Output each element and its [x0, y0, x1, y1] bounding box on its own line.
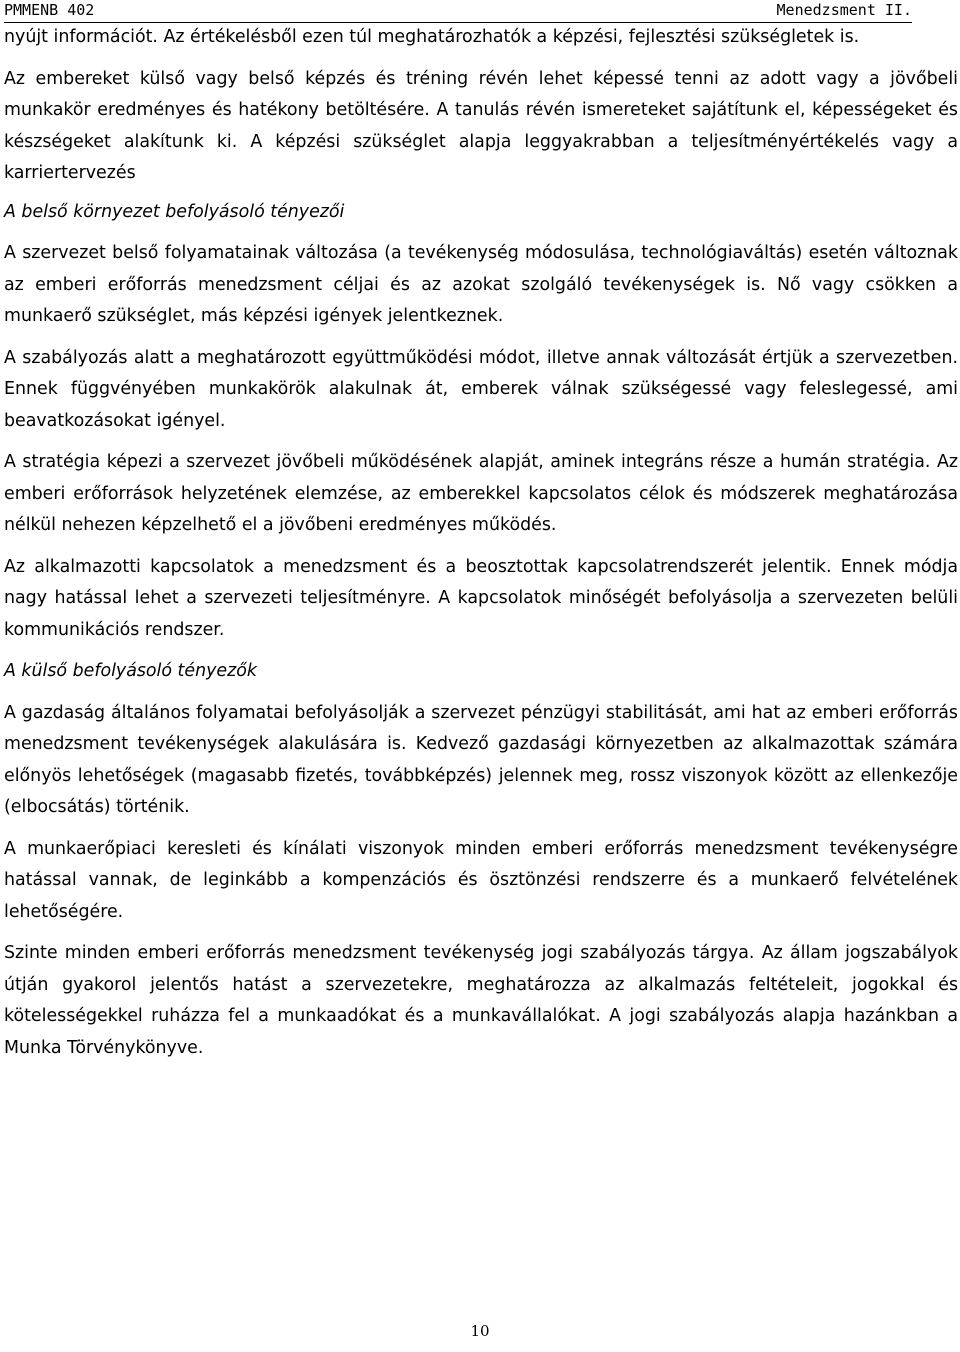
header-course-code: PMMENB 402 — [4, 1, 95, 19]
section-heading-external: A külső befolyásoló tényezők — [4, 661, 257, 681]
page-header — [4, 0, 912, 22]
paragraph-labor-market: A munkaerőpiaci keresleti és kínálati viszonyok minden emberi erőforrás menedzsment tevékenységre hatással vannak, de leginkább a kompenzációs és ösztönzési rendszerre és a munkaerő felvételének lehetőségére. — [4, 838, 958, 922]
page-number: 10 — [470, 1322, 490, 1340]
paragraph-economy: A gazdaság általános folyamatai befolyásolják a szervezet pénzügyi stabilitását, ami hat az emberi erőforrás menedzsment tevékenységek alakulására is. Kedvező gazdasági környezetben az alkalmazottak számára előnyös lehetőségek (magasabb fizetés, továbbképzés) jelennek meg, rossz viszonyok között az ellenkezője (elbocsátás) történik. — [4, 702, 958, 817]
paragraph-employee-relations: Az alkalmazotti kapcsolatok a menedzsment és a beosztottak kapcsolatrendszerét jelentik. Ennek módja nagy hatással lehet a szervezeti teljesítményre. A kapcsolatok minőségét befolyásolja a szervezeten belüli kommunikációs rendszer. — [4, 556, 958, 640]
paragraph-legal: Szinte minden emberi erőforrás menedzsment tevékenység jogi szabályozás tárgya. Az állam jogszabályok útján gyakorol jelentős hatást a szervezetekre, meghatározza az alkalmazás feltételeit, jogokkal és kötelességekkel ruházza fel a munkaadókat és a munkavállalókat. A jogi szabályozás alapja hazánkban a Munka Törvénykönyve. — [4, 943, 958, 1058]
document-body — [4, 22, 958, 1074]
section-heading-internal: A belső környezet befolyásoló tényezői — [4, 201, 345, 222]
paragraph-training: Az embereket külső vagy belső képzés és tréning révén lehet képessé tenni az adott vagy a jövőbeli munkakör eredményes és hatékony betöltésére. A tanulás révén ismereteket sajátítunk el, képességeket és készségeket alakítunk ki. A képzési szükséglet alapja leggyakrabban a teljesítményértékelés vagy a karriertervezés — [4, 68, 958, 183]
paragraph-internal-processes: A szervezet belső folyamatainak változása (a tevékenység módosulása, technológiaváltás) esetén változnak az emberi erőforrás menedzsment céljai és az azokat szolgáló tevékenységek is. Nő vagy csökken a munkaerő szükséglet, más képzési igények jelentkeznek. — [4, 243, 958, 326]
header-course-title: Menedzsment II. — [776, 1, 912, 19]
paragraph-regulation: A szabályozás alatt a meghatározott együttműködési módot, illetve annak változását értjük a szervezetben. Ennek függvényében munkakörök alakulnak át, emberek válnak szükségessé vagy feleslegessé, ami beavatkozásokat igényel. — [4, 347, 958, 431]
paragraph-continuation: nyújt információt. Az értékelésből ezen túl meghatározhatók a képzési, fejlesztési szükségletek is. — [4, 27, 860, 47]
paragraph-strategy: A stratégia képezi a szervezet jövőbeli működésének alapját, aminek integráns része a humán stratégia. Az emberi erőforrások helyzetének elemzése, az emberekkel kapcsolatos célok és módszerek meghatározása nélkül nehezen képzelhető el a jövőbeni eredményes működés. — [4, 452, 958, 535]
